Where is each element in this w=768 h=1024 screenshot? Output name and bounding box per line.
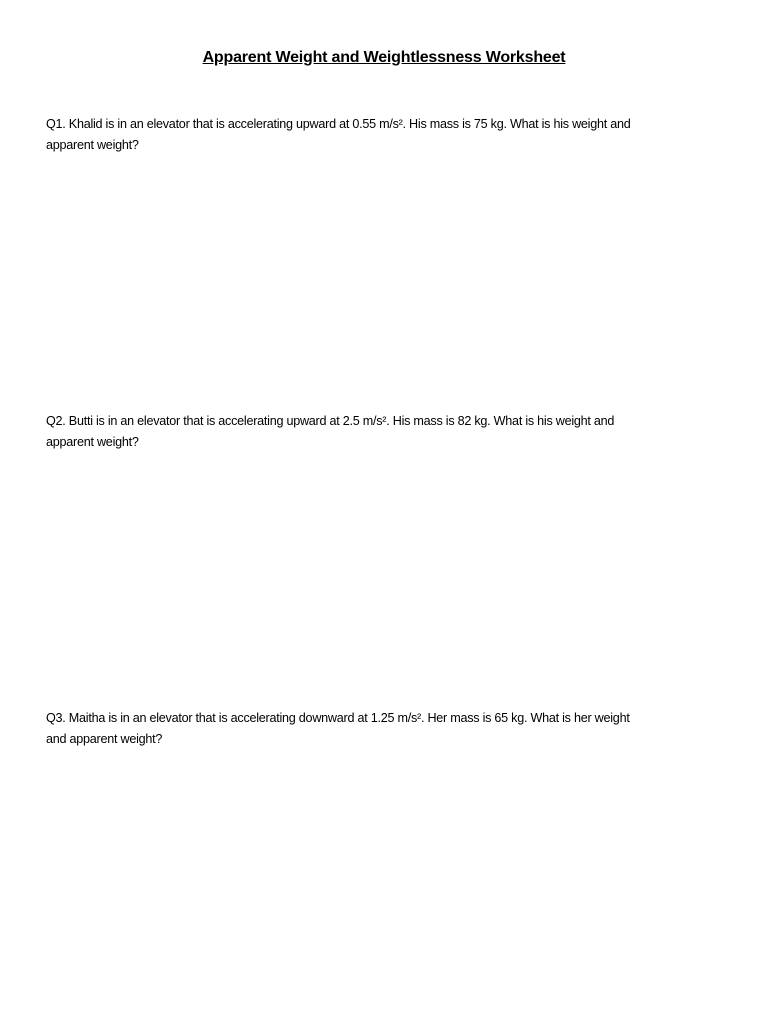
question-text-line: apparent weight? (46, 138, 139, 152)
question-text-line: Q3. Maitha is in an elevator that is accelerating downward at 1.25 m/s². Her mass is 65 kg. What is her weight (46, 711, 630, 725)
question-text-line: Q2. Butti is in an elevator that is accelerating upward at 2.5 m/s². His mass is 82 kg. What is his weight and (46, 414, 615, 428)
question-text-line: apparent weight? (46, 435, 139, 449)
worksheet-title: Apparent Weight and Weightlessness Worksheet (202, 49, 566, 66)
question-text-line: Q1. Khalid is in an elevator that is accelerating upward at 0.55 m/s². His mass is 75 kg. What is his weight and (46, 117, 631, 131)
question-text-line: and apparent weight? (46, 732, 163, 746)
question-3 (46, 708, 736, 750)
question-2 (46, 411, 736, 453)
question-1 (46, 114, 736, 156)
